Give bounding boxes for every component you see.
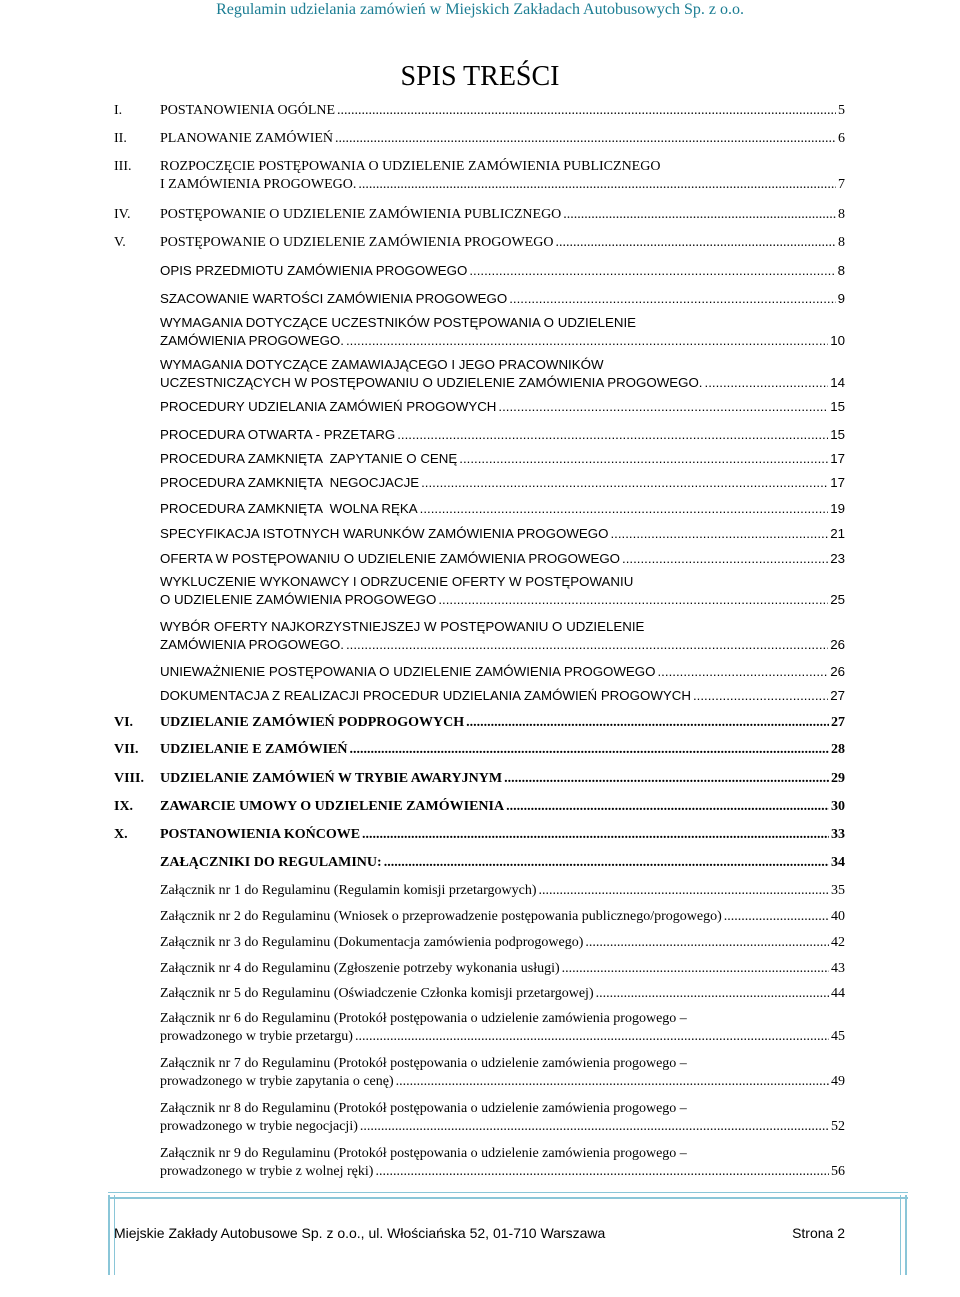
toc-entry-line <box>160 332 845 350</box>
toc-entry-line <box>160 356 845 374</box>
toc-entry-line <box>160 102 845 120</box>
toc-entry-text <box>160 714 845 732</box>
toc-dot-leader <box>349 741 829 759</box>
footer-right-border <box>900 1195 907 1275</box>
toc-entry-line <box>160 290 845 308</box>
toc-entry-text <box>160 450 845 468</box>
toc-entry-line <box>160 398 845 416</box>
toc-entry-line <box>160 500 845 518</box>
toc-entry-text <box>160 426 845 444</box>
toc-dot-leader <box>563 206 836 224</box>
toc-page-number: 21 <box>830 526 845 541</box>
toc-entry-line <box>160 426 845 444</box>
toc-entry-line <box>160 770 845 788</box>
toc-entry-title: UDZIELANIE ZAMÓWIEŃ PODPROGOWYCH <box>160 715 465 730</box>
toc-entry-number: I. <box>114 103 123 118</box>
toc-entry-line <box>160 1163 845 1181</box>
toc-entry-title: UNIEWAŻNIENIE POSTĘPOWANIA O UDZIELENIE ZAMÓWIENIA PROGOWEGO <box>160 664 656 679</box>
toc-entry-line <box>160 960 845 978</box>
toc-entry-line <box>160 826 845 844</box>
toc-entry-text <box>160 500 845 518</box>
toc-dot-leader <box>358 176 836 194</box>
toc-entry-title: ZAMÓWIENIA PROGOWEGO. <box>160 637 344 652</box>
toc-entry-title: Załącznik nr 5 do Regulaminu (Oświadczenie Członka komisji przetargowej) <box>160 986 594 1001</box>
footer-divider <box>108 1192 908 1199</box>
toc-dot-leader <box>538 882 829 900</box>
toc-page-number: 9 <box>837 291 845 306</box>
toc-page-number: 29 <box>831 771 845 786</box>
toc-entry-line <box>160 1073 845 1091</box>
toc-entry-title: prowadzonego w trybie z wolnej ręki) <box>160 1164 374 1179</box>
toc-dot-leader <box>337 102 836 120</box>
toc-entry-line <box>160 450 845 468</box>
toc-entry-title: SZACOWANIE WARTOŚCI ZAMÓWIENIA PROGOWEGO <box>160 291 508 306</box>
toc-entry-text <box>160 206 845 224</box>
toc-entry-title: WYMAGANIA DOTYCZĄCE ZAMAWIAJĄCEGO I JEGO PRACOWNIKÓW <box>160 357 604 372</box>
toc-dot-leader <box>610 525 828 543</box>
toc-dot-leader <box>375 1163 829 1181</box>
toc-entry-title: POSTANOWIENIA KOŃCOWE <box>160 827 361 842</box>
toc-dot-leader <box>506 798 829 816</box>
toc-entry-title: Załącznik nr 4 do Regulaminu (Zgłoszenie potrzeby wykonania usługi) <box>160 961 560 976</box>
toc-entry-text <box>160 234 845 252</box>
toc-entry-title: prowadzonego w trybie przetargu) <box>160 1029 353 1044</box>
toc-page-number: 19 <box>830 501 845 516</box>
toc-entry-text <box>160 741 845 759</box>
toc-entry-text <box>160 687 845 705</box>
toc-dot-leader <box>459 450 828 468</box>
toc-dot-leader <box>596 985 829 1003</box>
toc-entry-text <box>160 474 845 492</box>
toc-page-number: 7 <box>838 177 845 192</box>
toc-dot-leader <box>346 332 828 350</box>
toc-dot-leader <box>705 374 829 392</box>
toc-page-number: 5 <box>838 103 845 118</box>
toc-entry-line <box>160 176 845 194</box>
toc-entry-title: DOKUMENTACJA Z REALIZACJI PROCEDUR UDZIELANIA ZAMÓWIEŃ PROGOWYCH <box>160 688 691 703</box>
toc-entry-title: WYBÓR OFERTY NAJKORZYSTNIEJSZEJ W POSTĘPOWANIU O UDZIELENIE <box>160 619 645 634</box>
toc-entry-title: PROCEDURA ZAMKNIĘTA NEGOCJACJE <box>160 475 420 490</box>
toc-dot-leader <box>585 934 829 952</box>
toc-dot-leader <box>396 1073 829 1091</box>
toc-entry-text <box>160 398 845 416</box>
toc-page-number: 6 <box>838 131 845 146</box>
toc-entry-text <box>160 798 845 816</box>
toc-entry-title: ROZPOCZĘCIE POSTĘPOWANIA O UDZIELENIE ZAMÓWIENIA PUBLICZNEGO <box>160 159 661 174</box>
toc-page-number: 52 <box>831 1119 845 1134</box>
toc-entry-line <box>160 882 845 900</box>
toc-entry-title: WYMAGANIA DOTYCZĄCE UCZESTNIKÓW POSTĘPOWANIA O UDZIELENIE <box>160 315 637 330</box>
toc-dot-leader <box>724 908 829 926</box>
toc-dot-leader <box>509 290 835 308</box>
toc-entry-text <box>160 314 845 350</box>
toc-page-number: 40 <box>831 909 845 924</box>
toc-entry-number: IX. <box>114 799 134 814</box>
toc-page-number: 8 <box>837 263 845 278</box>
toc-entry-text <box>160 130 845 148</box>
toc-entry-title: PROCEDURA ZAMKNIĘTA WOLNA RĘKA <box>160 501 418 516</box>
toc-page-number: 10 <box>830 333 845 348</box>
toc-entry-title: OPIS PRZEDMIOTU ZAMÓWIENIA PROGOWEGO <box>160 263 468 278</box>
toc-dot-leader <box>657 663 828 681</box>
toc-page-number: 23 <box>830 551 845 566</box>
toc-entry-title: UDZIELANIE ZAMÓWIEŃ W TRYBIE AWARYJNYM <box>160 771 503 786</box>
toc-page-number: 56 <box>831 1164 845 1179</box>
toc-entry-line <box>160 1028 845 1046</box>
toc-entry-title: ZAWARCIE UMOWY O UDZIELENIE ZAMÓWIENIA <box>160 799 505 814</box>
toc-entry-title: POSTĘPOWANIE O UDZIELENIE ZAMÓWIENIA PROGOWEGO <box>160 235 554 250</box>
toc-entry-title: Załącznik nr 8 do Regulaminu (Protokół postępowania o udzielenie zamówienia progowego – <box>160 1101 687 1116</box>
toc-page-number: 26 <box>830 637 845 652</box>
toc-page-number: 17 <box>830 451 845 466</box>
toc-dot-leader <box>622 550 828 568</box>
toc-entry-text <box>160 290 845 308</box>
toc-entry-title: I ZAMÓWIENIA PROGOWEGO. <box>160 177 357 192</box>
toc-entry-text <box>160 573 845 609</box>
toc-dot-leader <box>562 960 829 978</box>
toc-entry-text <box>160 934 845 952</box>
toc-dot-leader <box>556 234 836 252</box>
toc-entry-title: OFERTA W POSTĘPOWANIU O UDZIELENIE ZAMÓWIENIA PROGOWEGO <box>160 551 621 566</box>
toc-page-number: 15 <box>830 427 845 442</box>
toc-entry-line <box>160 374 845 392</box>
toc-dot-leader <box>438 591 828 609</box>
toc-entry-title: UCZESTNICZĄCYCH W POSTĘPOWANIU O UDZIELENIE ZAMÓWIENIA PROGOWEGO. <box>160 375 703 390</box>
toc-entry-line <box>160 474 845 492</box>
toc-entry-text <box>160 550 845 568</box>
toc-entry-number: VI. <box>114 715 134 730</box>
toc-entry-number: VIII. <box>114 771 144 786</box>
toc-entry-title: prowadzonego w trybie zapytania o cenę) <box>160 1074 394 1089</box>
toc-entry-line <box>160 525 845 543</box>
toc-page-number: 30 <box>831 799 845 814</box>
toc-entry-title: Załącznik nr 3 do Regulaminu (Dokumentacja zamówienia podprogowego) <box>160 935 584 950</box>
toc-entry-text <box>160 770 845 788</box>
toc-dot-leader <box>469 262 835 280</box>
toc-entry-title: PROCEDURY UDZIELANIA ZAMÓWIEŃ PROGOWYCH <box>160 399 497 414</box>
toc-dot-leader <box>355 1028 829 1046</box>
toc-entry-line <box>160 1145 845 1163</box>
footer-page-number: Strona 2 <box>792 1225 845 1241</box>
toc-dot-leader <box>466 714 829 732</box>
toc-dot-leader <box>362 826 829 844</box>
toc-dot-leader <box>420 500 829 518</box>
toc-entry-title: Załącznik nr 9 do Regulaminu (Protokół postępowania o udzielenie zamówienia progowego – <box>160 1146 687 1161</box>
toc-page-number: 45 <box>831 1029 845 1044</box>
toc-dot-leader <box>693 687 828 705</box>
toc-entry-number: II. <box>114 131 127 146</box>
toc-entry-title: ZAMÓWIENIA PROGOWEGO. <box>160 333 344 348</box>
toc-dot-leader <box>335 130 836 148</box>
toc-entry-title: O UDZIELENIE ZAMÓWIENIA PROGOWEGO <box>160 592 437 607</box>
toc-page-number: 44 <box>831 986 845 1001</box>
toc-entry-text <box>160 618 845 654</box>
toc-entry-line <box>160 618 845 636</box>
toc-entry-line <box>160 741 845 759</box>
toc-entry-title: POSTANOWIENIA OGÓLNE <box>160 103 336 118</box>
toc-dot-leader <box>421 474 828 492</box>
toc-page-number: 43 <box>831 961 845 976</box>
toc-page-number: 35 <box>831 883 845 898</box>
toc-entry-text <box>160 854 845 872</box>
toc-entry-title: POSTĘPOWANIE O UDZIELENIE ZAMÓWIENIA PUBLICZNEGO <box>160 207 562 222</box>
toc-entry-line <box>160 234 845 252</box>
toc-entry-title: WYKLUCZENIE WYKONAWCY I ODRZUCENIE OFERTY W POSTĘPOWANIU <box>160 574 634 589</box>
toc-entry-line <box>160 158 845 176</box>
toc-entry-number: IV. <box>114 207 131 222</box>
toc-page-number: 42 <box>831 935 845 950</box>
toc-title: SPIS TREŚCI <box>400 61 560 92</box>
toc-entry-title: PROCEDURA OTWARTA - PRZETARG <box>160 427 396 442</box>
toc-entry-line <box>160 687 845 705</box>
toc-entry-line <box>160 663 845 681</box>
toc-entry-title: PLANOWANIE ZAMÓWIEŃ <box>160 131 334 146</box>
toc-entry-line <box>160 908 845 926</box>
toc-entry-title: Załącznik nr 7 do Regulaminu (Protokół postępowania o udzielenie zamówienia progowego – <box>160 1056 687 1071</box>
toc-page-number: 49 <box>831 1074 845 1089</box>
toc-entry-number: X. <box>114 827 128 842</box>
toc-entry-text <box>160 908 845 926</box>
toc-entry-line <box>160 854 845 872</box>
toc-dot-leader <box>346 636 828 654</box>
toc-page-number: 27 <box>831 715 845 730</box>
toc-entry-line <box>160 550 845 568</box>
toc-entry-number: VII. <box>114 742 139 757</box>
toc-entry-text <box>160 826 845 844</box>
toc-page-number: 28 <box>831 742 845 757</box>
toc-entry-text <box>160 882 845 900</box>
toc-page-number: 34 <box>831 855 845 870</box>
toc-entry-title: Załącznik nr 1 do Regulaminu (Regulamin komisji przetargowych) <box>160 883 537 898</box>
toc-entry-line <box>160 714 845 732</box>
toc-entry-number: V. <box>114 235 126 250</box>
toc-page-number: 8 <box>838 207 845 222</box>
toc-entry-line <box>160 636 845 654</box>
toc-entry-line <box>160 591 845 609</box>
toc-entry-title: ZAŁĄCZNIKI DO REGULAMINU: <box>160 855 382 870</box>
toc-entry-text <box>160 158 845 194</box>
toc-entry-title: Załącznik nr 6 do Regulaminu (Protokół postępowania o udzielenie zamówienia progowego – <box>160 1011 687 1026</box>
toc-entry-text <box>160 525 845 543</box>
toc-entry-title: prowadzonego w trybie negocjacji) <box>160 1119 358 1134</box>
toc-entry-text <box>160 356 845 392</box>
toc-entry-line <box>160 985 845 1003</box>
toc-dot-leader <box>397 426 828 444</box>
toc-page-number: 8 <box>838 235 845 250</box>
toc-entry-line <box>160 314 845 332</box>
toc-page-number: 27 <box>830 688 845 703</box>
page-footer <box>114 1224 845 1242</box>
toc-entry-number: III. <box>114 159 132 174</box>
toc-page-number: 26 <box>830 664 845 679</box>
toc-entry-text <box>160 1145 845 1181</box>
toc-entry-title: UDZIELANIE E ZAMÓWIEŃ <box>160 742 348 757</box>
toc-entry-text <box>160 663 845 681</box>
footer-address: Miejskie Zakłady Autobusowe Sp. z o.o., ul. Włościańska 52, 01-710 Warszawa <box>114 1225 606 1241</box>
toc-entry-line <box>160 798 845 816</box>
toc-entry-text <box>160 1055 845 1091</box>
toc-dot-leader <box>498 398 828 416</box>
running-header: Regulamin udzielania zamówień w Miejskich Zakładach Autobusowych Sp. z o.o. <box>216 1 744 18</box>
toc-entry-line <box>160 130 845 148</box>
toc-page-number: 33 <box>831 827 845 842</box>
toc-entry-text <box>160 262 845 280</box>
toc-entry-title: Załącznik nr 2 do Regulaminu (Wniosek o przeprowadzenie postępowania publicznego/progowego) <box>160 909 722 924</box>
toc-page-number: 14 <box>830 375 845 390</box>
toc-entry-title: PROCEDURA ZAMKNIĘTA ZAPYTANIE O CENĘ <box>160 451 458 466</box>
toc-page-number: 25 <box>830 592 845 607</box>
toc-entry-line <box>160 262 845 280</box>
toc-entry-line <box>160 1010 845 1028</box>
toc-entry-line <box>160 1100 845 1118</box>
toc-entry-line <box>160 1055 845 1073</box>
toc-page-number: 15 <box>830 399 845 414</box>
toc-entry-line <box>160 573 845 591</box>
toc-entry-text <box>160 1010 845 1046</box>
toc-dot-leader <box>504 770 829 788</box>
toc-entry-title: SPECYFIKACJA ISTOTNYCH WARUNKÓW ZAMÓWIENIA PROGOWEGO <box>160 526 609 541</box>
toc-entry-text <box>160 985 845 1003</box>
toc-page-number: 17 <box>830 475 845 490</box>
toc-entry-text <box>160 102 845 120</box>
toc-dot-leader <box>360 1118 829 1136</box>
toc-entry-line <box>160 1118 845 1136</box>
toc-entry-text <box>160 960 845 978</box>
toc-entry-line <box>160 206 845 224</box>
toc-entry-text <box>160 1100 845 1136</box>
toc-entry-line <box>160 934 845 952</box>
toc-dot-leader <box>384 854 829 872</box>
